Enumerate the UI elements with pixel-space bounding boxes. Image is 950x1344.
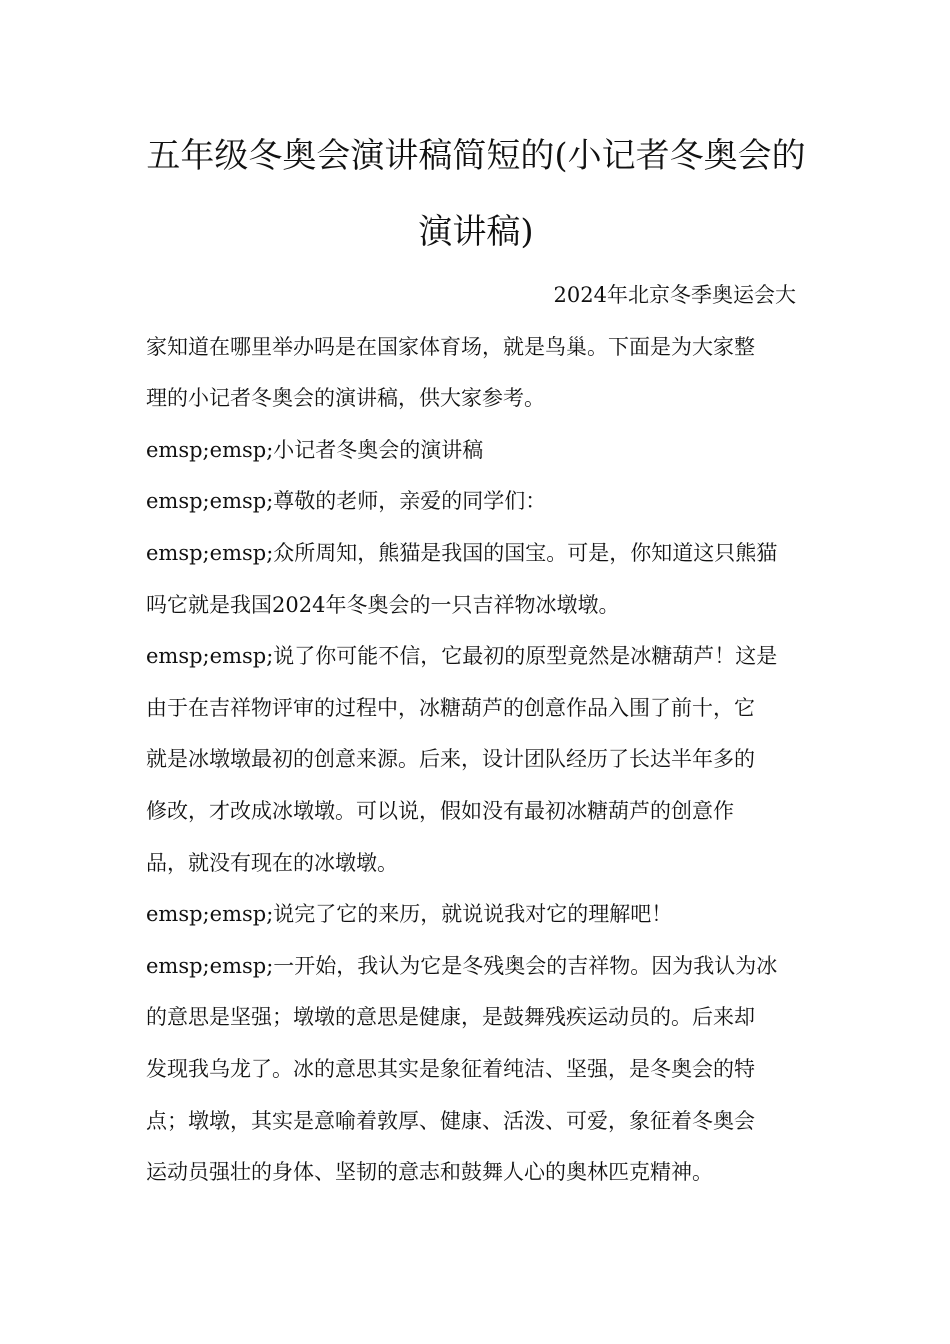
salutation: emsp;emsp;尊敬的老师，亲爱的同学们： (146, 489, 547, 514)
section-heading: emsp;emsp;小记者冬奥会的演讲稿 (146, 437, 484, 462)
body-line: 理的小记者冬奥会的演讲稿，供大家参考。 (146, 386, 545, 411)
body-line: emsp;emsp;一开始，我认为它是冬残奥会的吉祥物。因为我认为冰 (146, 953, 778, 978)
title-line-2: 演讲稿) (418, 212, 534, 252)
title-line-1: 五年级冬奥会演讲稿简短的(小记者冬奥会的 (146, 136, 806, 176)
document-title (146, 118, 806, 270)
body-line: 吗它就是我国2024年冬奥会的一只吉祥物冰墩墩。 (146, 592, 620, 617)
body-line: 运动员强壮的身体、坚韧的意志和鼓舞人心的奥林匹克精神。 (146, 1160, 713, 1185)
body-line: 的意思是坚强；墩墩的意思是健康，是鼓舞残疾运动员的。后来却 (146, 1005, 755, 1030)
body-line: emsp;emsp;说了你可能不信，它最初的原型竟然是冰糖葫芦！这是 (146, 644, 778, 669)
body-line-intro: 2024年北京冬季奥运会大 (553, 283, 796, 307)
body-line: 就是冰墩墩最初的创意来源。后来，设计团队经历了长达半年多的 (146, 747, 755, 772)
body-line: 家知道在哪里举办吗是在国家体育场，就是鸟巢。下面是为大家整 (146, 334, 755, 359)
document-body (146, 270, 796, 1199)
body-line: 发现我乌龙了。冰的意思其实是象征着纯洁、坚强，是冬奥会的特 (146, 1056, 755, 1081)
body-line: emsp;emsp;说完了它的来历，就说说我对它的理解吧！ (146, 902, 673, 927)
body-line: 修改，才改成冰墩墩。可以说，假如没有最初冰糖葫芦的创意作 (146, 798, 734, 823)
body-line: emsp;emsp;众所周知，熊猫是我国的国宝。可是，你知道这只熊猫 (146, 540, 778, 565)
body-line: 品，就没有现在的冰墩墩。 (146, 850, 398, 875)
body-line: 由于在吉祥物评审的过程中，冰糖葫芦的创意作品入围了前十，它 (146, 695, 755, 720)
body-line: 点；墩墩，其实是意喻着敦厚、健康、活泼、可爱，象征着冬奥会 (146, 1108, 755, 1133)
